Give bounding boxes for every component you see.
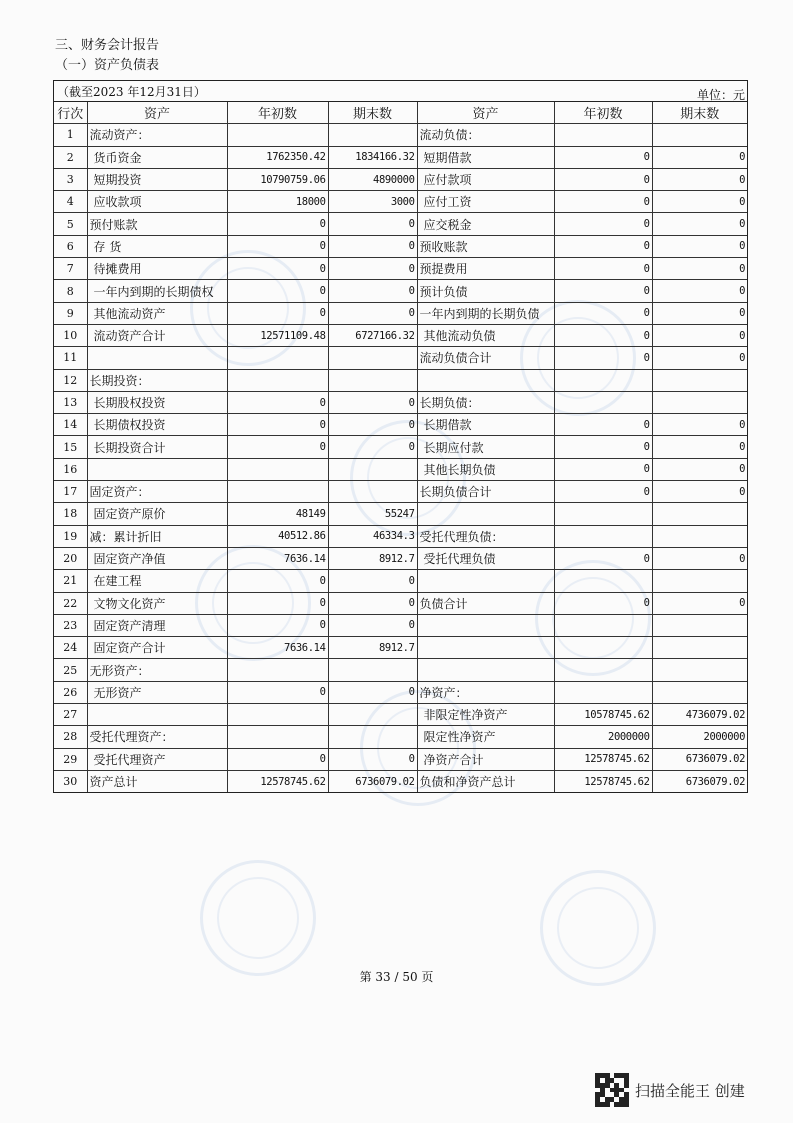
cell-r-label: 其他长期负债 bbox=[417, 458, 554, 480]
cell-r-label bbox=[417, 637, 554, 659]
cell-r-begin: 0 bbox=[554, 213, 652, 235]
cell-l-end: 0 bbox=[328, 436, 417, 458]
cell-r-end: 0 bbox=[652, 347, 747, 369]
cell-r-begin: 0 bbox=[554, 436, 652, 458]
cell-l-end: 1834166.32 bbox=[328, 146, 417, 168]
table-row bbox=[54, 414, 747, 436]
cell-r-begin: 0 bbox=[554, 547, 652, 569]
cell-l-label: 存 货 bbox=[87, 235, 227, 257]
cell-no: 17 bbox=[54, 481, 87, 503]
cell-r-begin: 0 bbox=[554, 458, 652, 480]
cell-l-begin bbox=[227, 704, 328, 726]
cell-l-end: 3000 bbox=[328, 191, 417, 213]
cell-l-label: 货币资金 bbox=[87, 146, 227, 168]
cell-r-label: 限定性净资产 bbox=[417, 726, 554, 748]
cell-r-end bbox=[652, 503, 747, 525]
table-row bbox=[54, 302, 747, 324]
cell-r-end: 0 bbox=[652, 302, 747, 324]
cell-no: 13 bbox=[54, 391, 87, 413]
cell-r-begin: 0 bbox=[554, 347, 652, 369]
cell-l-label: 一年内到期的长期债权 bbox=[87, 280, 227, 302]
cell-r-label: 受托代理负债： bbox=[417, 525, 554, 547]
cell-r-end: 0 bbox=[652, 146, 747, 168]
cell-r-label: 长期负债： bbox=[417, 391, 554, 413]
cell-no: 11 bbox=[54, 347, 87, 369]
cell-l-begin: 0 bbox=[227, 235, 328, 257]
cell-r-label: 负债合计 bbox=[417, 592, 554, 614]
table-row bbox=[54, 347, 747, 369]
cell-r-begin: 2000000 bbox=[554, 726, 652, 748]
cell-no: 5 bbox=[54, 213, 87, 235]
cell-l-end bbox=[328, 124, 417, 146]
cell-l-begin: 10790759.06 bbox=[227, 168, 328, 190]
cell-no: 1 bbox=[54, 124, 87, 146]
cell-l-label: 流动资产合计 bbox=[87, 324, 227, 346]
cell-r-begin: 12578745.62 bbox=[554, 748, 652, 770]
cell-r-label bbox=[417, 614, 554, 636]
cell-l-end bbox=[328, 481, 417, 503]
unit-label: 单位：元 bbox=[696, 88, 745, 102]
cell-l-end: 0 bbox=[328, 280, 417, 302]
cell-r-end bbox=[652, 659, 747, 681]
cell-r-label bbox=[417, 570, 554, 592]
header-begin: 年初数 bbox=[227, 102, 328, 124]
cell-r-end: 0 bbox=[652, 280, 747, 302]
cell-l-label: 固定资产： bbox=[87, 481, 227, 503]
cell-no: 22 bbox=[54, 592, 87, 614]
cell-l-begin bbox=[227, 124, 328, 146]
cell-l-end: 0 bbox=[328, 235, 417, 257]
cell-l-label: 流动资产： bbox=[87, 124, 227, 146]
cell-no: 6 bbox=[54, 235, 87, 257]
cell-no: 10 bbox=[54, 324, 87, 346]
cell-r-begin bbox=[554, 681, 652, 703]
cell-l-begin: 40512.86 bbox=[227, 525, 328, 547]
cell-r-end: 0 bbox=[652, 481, 747, 503]
cell-r-end: 0 bbox=[652, 414, 747, 436]
cell-l-label: 待摊费用 bbox=[87, 258, 227, 280]
cell-l-label bbox=[87, 347, 227, 369]
cell-l-end: 6727166.32 bbox=[328, 324, 417, 346]
cell-l-begin bbox=[227, 659, 328, 681]
cell-r-begin: 0 bbox=[554, 414, 652, 436]
header-begin-right: 年初数 bbox=[554, 102, 652, 124]
cell-l-begin bbox=[227, 481, 328, 503]
cell-r-begin bbox=[554, 614, 652, 636]
cell-l-label: 固定资产合计 bbox=[87, 637, 227, 659]
cell-l-end: 0 bbox=[328, 302, 417, 324]
table-row bbox=[54, 547, 747, 569]
table-row bbox=[54, 525, 747, 547]
cell-r-begin: 0 bbox=[554, 324, 652, 346]
cell-l-begin bbox=[227, 369, 328, 391]
cell-l-label: 无形资产 bbox=[87, 681, 227, 703]
cell-l-begin bbox=[227, 726, 328, 748]
scanner-label: 扫描全能王 创建 bbox=[635, 1081, 745, 1100]
cell-r-end bbox=[652, 124, 747, 146]
cell-l-begin: 0 bbox=[227, 280, 328, 302]
table-row bbox=[54, 213, 747, 235]
cell-no: 8 bbox=[54, 280, 87, 302]
cell-r-label: 非限定性净资产 bbox=[417, 704, 554, 726]
cell-r-label: 预计负债 bbox=[417, 280, 554, 302]
cell-r-label: 一年内到期的长期负债 bbox=[417, 302, 554, 324]
cell-r-end bbox=[652, 614, 747, 636]
cell-l-label: 长期投资合计 bbox=[87, 436, 227, 458]
cell-l-end: 0 bbox=[328, 570, 417, 592]
cell-r-end: 2000000 bbox=[652, 726, 747, 748]
table-row bbox=[54, 458, 747, 480]
cell-no: 26 bbox=[54, 681, 87, 703]
header-end-right: 期末数 bbox=[652, 102, 747, 124]
subsection-title: （一）资产负债表 bbox=[55, 58, 160, 73]
cell-r-label: 应付工资 bbox=[417, 191, 554, 213]
cell-l-end: 8912.7 bbox=[328, 637, 417, 659]
cell-r-begin bbox=[554, 503, 652, 525]
table-row bbox=[54, 258, 747, 280]
cell-r-end: 0 bbox=[652, 436, 747, 458]
header-liabilities: 资产 bbox=[417, 102, 554, 124]
table-row bbox=[54, 503, 747, 525]
cell-no: 3 bbox=[54, 168, 87, 190]
section-title: 三、财务会计报告 bbox=[55, 38, 160, 53]
cell-l-end bbox=[328, 458, 417, 480]
sheet-subheader bbox=[54, 81, 747, 102]
cell-r-end: 0 bbox=[652, 547, 747, 569]
cell-no: 15 bbox=[54, 436, 87, 458]
cell-l-label: 资产总计 bbox=[87, 770, 227, 792]
cell-r-end: 6736079.02 bbox=[652, 748, 747, 770]
qr-code-icon bbox=[595, 1073, 629, 1107]
cell-l-end bbox=[328, 347, 417, 369]
cell-no: 7 bbox=[54, 258, 87, 280]
as-of-date: （截至2023 年12月31日） bbox=[57, 85, 206, 99]
cell-l-label: 短期投资 bbox=[87, 168, 227, 190]
cell-r-label: 受托代理负债 bbox=[417, 547, 554, 569]
cell-r-begin: 0 bbox=[554, 235, 652, 257]
cell-r-begin: 0 bbox=[554, 168, 652, 190]
cell-l-label: 预付账款 bbox=[87, 213, 227, 235]
cell-r-end bbox=[652, 369, 747, 391]
cell-l-begin: 0 bbox=[227, 213, 328, 235]
header-assets: 资产 bbox=[87, 102, 227, 124]
table-row bbox=[54, 570, 747, 592]
cell-l-begin: 18000 bbox=[227, 191, 328, 213]
cell-l-end: 55247 bbox=[328, 503, 417, 525]
cell-l-end bbox=[328, 704, 417, 726]
cell-r-label: 长期应付款 bbox=[417, 436, 554, 458]
table-row bbox=[54, 168, 747, 190]
cell-l-begin: 7636.14 bbox=[227, 547, 328, 569]
table-row bbox=[54, 637, 747, 659]
table-row bbox=[54, 481, 747, 503]
cell-l-end: 6736079.02 bbox=[328, 770, 417, 792]
table-row bbox=[54, 391, 747, 413]
cell-r-end: 0 bbox=[652, 235, 747, 257]
cell-l-label: 应收款项 bbox=[87, 191, 227, 213]
cell-l-begin bbox=[227, 458, 328, 480]
header-row-no: 行次 bbox=[54, 102, 87, 124]
table-row bbox=[54, 659, 747, 681]
cell-r-begin bbox=[554, 391, 652, 413]
cell-r-begin: 0 bbox=[554, 191, 652, 213]
cell-l-begin: 1762350.42 bbox=[227, 146, 328, 168]
cell-l-label: 减：累计折旧 bbox=[87, 525, 227, 547]
cell-r-label: 其他流动负债 bbox=[417, 324, 554, 346]
cell-r-label bbox=[417, 369, 554, 391]
cell-l-label bbox=[87, 704, 227, 726]
balance-sheet bbox=[53, 80, 748, 793]
cell-r-label: 净资产： bbox=[417, 681, 554, 703]
cell-r-label: 净资产合计 bbox=[417, 748, 554, 770]
cell-l-label: 受托代理资产 bbox=[87, 748, 227, 770]
cell-l-end: 0 bbox=[328, 414, 417, 436]
cell-l-label: 在建工程 bbox=[87, 570, 227, 592]
cell-r-label: 预提费用 bbox=[417, 258, 554, 280]
cell-no: 4 bbox=[54, 191, 87, 213]
cell-l-label: 长期股权投资 bbox=[87, 391, 227, 413]
cell-l-end: 8912.7 bbox=[328, 547, 417, 569]
table-row bbox=[54, 191, 747, 213]
cell-r-label: 负债和净资产总计 bbox=[417, 770, 554, 792]
cell-l-label: 受托代理资产： bbox=[87, 726, 227, 748]
cell-r-end bbox=[652, 391, 747, 413]
cell-l-end bbox=[328, 726, 417, 748]
cell-no: 12 bbox=[54, 369, 87, 391]
cell-l-end: 0 bbox=[328, 592, 417, 614]
table-row bbox=[54, 592, 747, 614]
table-row bbox=[54, 436, 747, 458]
cell-l-end: 0 bbox=[328, 391, 417, 413]
cell-r-end: 0 bbox=[652, 458, 747, 480]
cell-l-begin: 0 bbox=[227, 258, 328, 280]
cell-l-begin: 0 bbox=[227, 570, 328, 592]
table-row bbox=[54, 770, 747, 792]
cell-r-begin bbox=[554, 637, 652, 659]
cell-no: 16 bbox=[54, 458, 87, 480]
cell-l-label: 文物文化资产 bbox=[87, 592, 227, 614]
cell-l-label: 固定资产清理 bbox=[87, 614, 227, 636]
table-row bbox=[54, 324, 747, 346]
page-number: 第 33 / 50 页 bbox=[359, 970, 434, 984]
cell-l-end: 0 bbox=[328, 213, 417, 235]
header-end: 期末数 bbox=[328, 102, 417, 124]
cell-l-begin: 0 bbox=[227, 436, 328, 458]
table-row bbox=[54, 124, 747, 146]
cell-l-begin: 0 bbox=[227, 748, 328, 770]
cell-l-label: 固定资产原价 bbox=[87, 503, 227, 525]
cell-r-label: 预收账款 bbox=[417, 235, 554, 257]
cell-r-begin bbox=[554, 369, 652, 391]
cell-r-end: 0 bbox=[652, 168, 747, 190]
cell-r-begin bbox=[554, 124, 652, 146]
cell-r-end bbox=[652, 525, 747, 547]
cell-l-begin: 12571109.48 bbox=[227, 324, 328, 346]
table-row bbox=[54, 681, 747, 703]
cell-l-begin: 48149 bbox=[227, 503, 328, 525]
cell-l-end bbox=[328, 369, 417, 391]
cell-l-end: 0 bbox=[328, 681, 417, 703]
cell-r-end: 0 bbox=[652, 592, 747, 614]
cell-r-begin: 0 bbox=[554, 302, 652, 324]
cell-l-begin: 0 bbox=[227, 302, 328, 324]
cell-r-label: 长期负债合计 bbox=[417, 481, 554, 503]
cell-r-begin: 0 bbox=[554, 258, 652, 280]
cell-no: 30 bbox=[54, 770, 87, 792]
cell-l-label: 长期债权投资 bbox=[87, 414, 227, 436]
cell-r-end bbox=[652, 637, 747, 659]
cell-r-label: 应交税金 bbox=[417, 213, 554, 235]
cell-no: 20 bbox=[54, 547, 87, 569]
cell-r-end: 0 bbox=[652, 258, 747, 280]
table-row bbox=[54, 748, 747, 770]
cell-no: 14 bbox=[54, 414, 87, 436]
cell-l-label: 无形资产： bbox=[87, 659, 227, 681]
table-row bbox=[54, 146, 747, 168]
cell-r-begin: 0 bbox=[554, 280, 652, 302]
cell-r-end bbox=[652, 570, 747, 592]
cell-l-end: 4890000 bbox=[328, 168, 417, 190]
cell-r-end: 0 bbox=[652, 213, 747, 235]
cell-no: 25 bbox=[54, 659, 87, 681]
cell-l-begin: 0 bbox=[227, 414, 328, 436]
cell-r-label: 短期借款 bbox=[417, 146, 554, 168]
cell-no: 28 bbox=[54, 726, 87, 748]
scanner-watermark bbox=[595, 1073, 745, 1107]
cell-r-end: 0 bbox=[652, 191, 747, 213]
cell-r-label: 长期借款 bbox=[417, 414, 554, 436]
cell-l-begin: 0 bbox=[227, 614, 328, 636]
cell-r-end bbox=[652, 681, 747, 703]
cell-l-begin: 7636.14 bbox=[227, 637, 328, 659]
cell-l-begin: 0 bbox=[227, 681, 328, 703]
cell-r-end: 4736079.02 bbox=[652, 704, 747, 726]
cell-l-end: 46334.3 bbox=[328, 525, 417, 547]
cell-l-label: 长期投资： bbox=[87, 369, 227, 391]
cell-r-begin bbox=[554, 659, 652, 681]
table-row bbox=[54, 235, 747, 257]
cell-no: 24 bbox=[54, 637, 87, 659]
cell-no: 2 bbox=[54, 146, 87, 168]
stamp-mark bbox=[200, 860, 316, 976]
cell-l-begin: 0 bbox=[227, 391, 328, 413]
cell-l-begin bbox=[227, 347, 328, 369]
cell-l-begin: 12578745.62 bbox=[227, 770, 328, 792]
table-row bbox=[54, 614, 747, 636]
cell-r-label bbox=[417, 503, 554, 525]
table-row bbox=[54, 704, 747, 726]
cell-l-label: 固定资产净值 bbox=[87, 547, 227, 569]
cell-l-label bbox=[87, 458, 227, 480]
cell-no: 21 bbox=[54, 570, 87, 592]
cell-no: 29 bbox=[54, 748, 87, 770]
cell-no: 27 bbox=[54, 704, 87, 726]
cell-r-label bbox=[417, 659, 554, 681]
cell-l-label: 其他流动资产 bbox=[87, 302, 227, 324]
cell-r-begin: 12578745.62 bbox=[554, 770, 652, 792]
cell-r-begin: 0 bbox=[554, 481, 652, 503]
cell-l-end: 0 bbox=[328, 258, 417, 280]
cell-r-label: 流动负债合计 bbox=[417, 347, 554, 369]
table-row bbox=[54, 369, 747, 391]
cell-r-begin: 10578745.62 bbox=[554, 704, 652, 726]
cell-no: 9 bbox=[54, 302, 87, 324]
cell-no: 19 bbox=[54, 525, 87, 547]
cell-r-begin: 0 bbox=[554, 146, 652, 168]
cell-l-end: 0 bbox=[328, 614, 417, 636]
balance-table bbox=[54, 102, 747, 792]
cell-r-begin bbox=[554, 525, 652, 547]
cell-l-end bbox=[328, 659, 417, 681]
cell-r-begin: 0 bbox=[554, 592, 652, 614]
cell-no: 18 bbox=[54, 503, 87, 525]
cell-r-end: 0 bbox=[652, 324, 747, 346]
cell-no: 23 bbox=[54, 614, 87, 636]
cell-r-label: 流动负债： bbox=[417, 124, 554, 146]
cell-r-end: 6736079.02 bbox=[652, 770, 747, 792]
cell-l-begin: 0 bbox=[227, 592, 328, 614]
cell-r-begin bbox=[554, 570, 652, 592]
table-row bbox=[54, 280, 747, 302]
table-header-row bbox=[54, 102, 747, 124]
cell-l-end: 0 bbox=[328, 748, 417, 770]
table-row bbox=[54, 726, 747, 748]
cell-r-label: 应付款项 bbox=[417, 168, 554, 190]
